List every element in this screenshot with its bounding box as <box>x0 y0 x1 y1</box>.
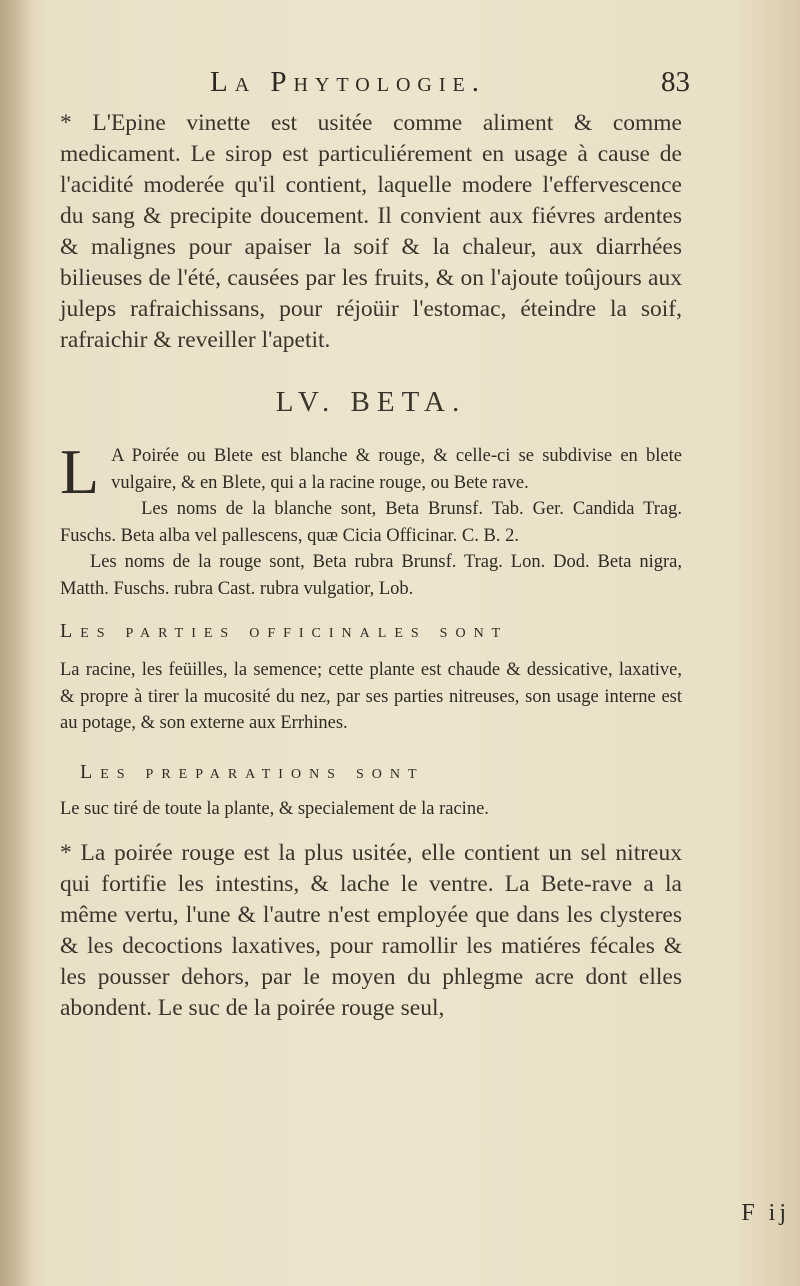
final-paragraph: * La poirée rouge est la plus usitée, elle contient un sel nitreux qui fortifie les intestins, & lache le ventre. La Bete-rave a la même vertu, l'une & l'autre n'est employée que dans les clysteres & les decoctions laxatives, pour ramollir les matiéres fécales & les pousser dehors, par le moyen du phlegme acre dont elles abondent. Le suc de la poirée rouge seul, <box>60 840 682 1021</box>
running-title: La Phytologie. <box>210 66 486 98</box>
description-text: A Poirée ou Blete est blanche & rouge, & celle-ci se subdivise en blete vulgaire, & en Blete, qui a la racine rouge, ou Bete rave. <box>111 446 682 493</box>
signature-mark: F ij <box>741 1200 790 1226</box>
names-red: Les noms de la rouge sont, Beta rubra Brunsf. Trag. Lon. Dod. Beta nigra, Matth. Fuschs. rubra Cast. rubra vulgatior, Lob. <box>60 552 682 599</box>
preparations-heading: Les preparations sont <box>80 760 425 783</box>
officinal-text: La racine, les feüilles, la semence; cette plante est chaude & dessicative, laxative, & propre à tirer la mucosité du nez, par ses parties nitreuses, son usage interne est au potage, & son externe aux Errhines. <box>60 660 682 733</box>
drop-cap: L <box>60 436 100 507</box>
names-white: Les noms de la blanche sont, Beta Brunsf. Tab. Ger. Candida Trag. Fuschs. Beta alba vel pallescens, quæ Cicia Officinar. C. B. 2. <box>60 499 682 546</box>
description-paragraph <box>60 436 682 507</box>
intro-paragraph: * L'Epine vinette est usitée comme aliment & comme medicament. Le sirop est particuliérement en usage à cause de l'acidité moderée qu'il contient, laquelle modere l'effervescence du sang & precipite doucement. Il convient aux fiévres ardentes & malignes pour apaiser la soif & la chaleur, aux diarrhées bilieuses de l'été, causées par les fruits, & on l'ajoute toûjours aux juleps rafraichissans, pour réjoüir l'estomac, éteindre la soif, rafraichir & reveiller l'apetit. <box>60 110 682 353</box>
page-number: 83 <box>661 66 690 98</box>
page-content <box>60 60 690 1024</box>
gutter-shadow <box>0 0 34 1286</box>
officinal-heading: Les parties officinales sont <box>60 620 509 642</box>
page-header <box>60 60 690 106</box>
section-heading: LV. BETA. <box>275 386 467 418</box>
preparations-text: Le suc tiré de toute la plante, & specialement de la racine. <box>60 798 489 819</box>
